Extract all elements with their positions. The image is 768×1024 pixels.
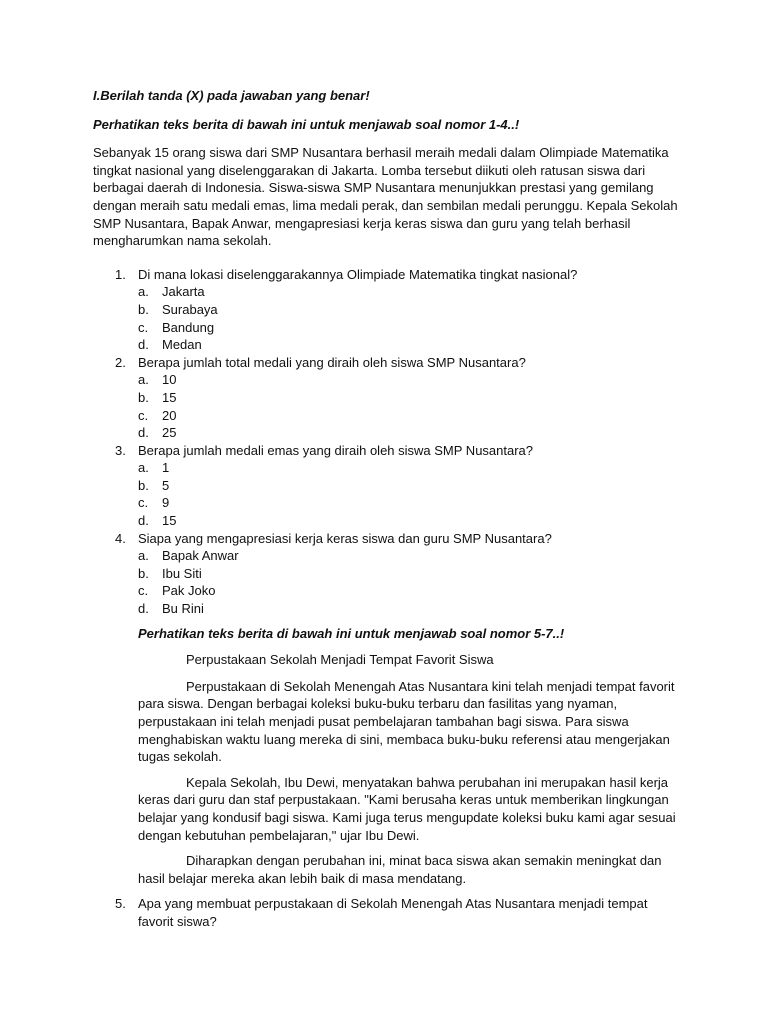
question-number: 1. [115, 266, 126, 282]
option-item [138, 582, 683, 600]
option-letter: a. [138, 460, 149, 476]
question-text: Siapa yang mengapresiasi kerja keras siswa dan guru SMP Nusantara? [138, 530, 552, 546]
article-title: Perpustakaan Sekolah Menjadi Tempat Favorit Siswa [186, 652, 494, 668]
article-paragraph-2: Kepala Sekolah, Ibu Dewi, menyatakan bahwa perubahan ini merupakan hasil kerja keras dari guru dan staf perpustakaan. "Kami berusaha keras untuk memberikan lingkungan belajar yang kondusif bagi siswa. Kami juga terus mengupdate koleksi buku kami agar sesuai dengan kebutuhan pembelajaran," ujar Ibu Dewi. [138, 774, 676, 843]
option-item [138, 371, 683, 389]
option-letter: c. [138, 495, 149, 511]
question-1 [93, 266, 683, 354]
question-list-2 [93, 895, 683, 930]
option-list [138, 371, 683, 441]
section1-instruction: Perhatikan teks berita di bawah ini untuk menjawab soal nomor 1-4..! [93, 116, 520, 132]
option-item [138, 459, 683, 477]
option-letter: c. [138, 319, 149, 335]
option-letter: c. [138, 583, 149, 599]
option-item [138, 512, 683, 530]
option-text: Ibu Siti [162, 565, 202, 581]
question-number: 2. [115, 354, 126, 370]
option-item [138, 336, 683, 354]
option-item [138, 477, 683, 495]
question-text: Berapa jumlah medali emas yang diraih oleh siswa SMP Nusantara? [138, 442, 534, 458]
question-number: 5. [115, 896, 126, 912]
option-letter: b. [138, 477, 149, 493]
option-text: 9 [162, 495, 170, 511]
option-item [138, 424, 683, 442]
option-text: Surabaya [162, 301, 218, 317]
question-list-1 [93, 266, 683, 618]
option-text: 1 [162, 460, 170, 476]
option-item [138, 547, 683, 565]
option-text: 15 [162, 389, 177, 405]
option-letter: d. [138, 337, 149, 353]
main-instruction: I.Berilah tanda (X) pada jawaban yang benar! [93, 88, 370, 103]
option-item [138, 600, 683, 618]
article-paragraph-1: Perpustakaan di Sekolah Menengah Atas Nusantara kini telah menjadi tempat favorit para siswa. Dengan berbagai koleksi buku-buku terbaru dan fasilitas yang nyaman, perpustakaan ini telah menjadi pusat pembelajaran tambahan bagi siswa. Para siswa menghabiskan waktu luang mereka di sini, membaca buku-buku referensi atau mengerjakan tugas sekolah. [138, 678, 675, 765]
option-text: 15 [162, 513, 177, 529]
option-letter: a. [138, 372, 149, 388]
option-list [138, 283, 683, 353]
option-item [138, 319, 683, 337]
option-item [138, 565, 683, 583]
question-text: Apa yang membuat perpustakaan di Sekolah Menengah Atas Nusantara menjadi tempat favorit siswa? [138, 896, 648, 929]
question-3 [93, 442, 683, 530]
document-content [93, 87, 683, 931]
option-letter: a. [138, 548, 149, 564]
question-2 [93, 354, 683, 442]
section1-passage: Sebanyak 15 orang siswa dari SMP Nusantara berhasil meraih medali dalam Olimpiade Matematika tingkat nasional yang diselenggarakan di Jakarta. Lomba tersebut diikuti oleh ratusan siswa dari berbagai daerah di Indonesia. Siswa-siswa SMP Nusantara menunjukkan prestasi yang gemilang dengan meraih satu medali emas, lima medali perak, dan sembilan medali perunggu. Kepala Sekolah SMP Nusantara, Bapak Anwar, mengapresiasi kerja keras siswa dan guru yang telah berhasil mengharumkan nama sekolah. [93, 145, 678, 249]
option-text: Medan [162, 337, 202, 353]
option-item [138, 283, 683, 301]
option-list [138, 459, 683, 529]
option-text: 25 [162, 425, 177, 441]
option-letter: b. [138, 565, 149, 581]
option-letter: c. [138, 407, 149, 423]
option-text: Bapak Anwar [162, 548, 239, 564]
section2-block [93, 625, 683, 888]
question-4 [93, 530, 683, 618]
option-item [138, 389, 683, 407]
option-letter: d. [138, 513, 149, 529]
option-text: 5 [162, 477, 170, 493]
question-text: Berapa jumlah total medali yang diraih oleh siswa SMP Nusantara? [138, 354, 526, 370]
option-text: Bu Rini [162, 601, 204, 617]
question-number: 3. [115, 442, 126, 458]
article-paragraph-3: Diharapkan dengan perubahan ini, minat baca siswa akan semakin meningkat dan hasil belajar mereka akan lebih baik di masa mendatang. [138, 853, 662, 886]
option-item [138, 494, 683, 512]
question-number: 4. [115, 530, 126, 546]
section2-instruction: Perhatikan teks berita di bawah ini untuk menjawab soal nomor 5-7..! [138, 625, 565, 641]
option-text: Jakarta [162, 284, 205, 300]
option-list [138, 547, 683, 617]
option-letter: a. [138, 284, 149, 300]
option-text: 10 [162, 372, 177, 388]
question-text: Di mana lokasi diselenggarakannya Olimpiade Matematika tingkat nasional? [138, 266, 578, 282]
option-letter: b. [138, 389, 149, 405]
option-letter: d. [138, 425, 149, 441]
question-5 [93, 895, 683, 930]
option-text: 20 [162, 407, 177, 423]
option-letter: b. [138, 301, 149, 317]
option-item [138, 407, 683, 425]
option-letter: d. [138, 601, 149, 617]
option-text: Bandung [162, 319, 215, 335]
option-item [138, 301, 683, 319]
option-text: Pak Joko [162, 583, 216, 599]
